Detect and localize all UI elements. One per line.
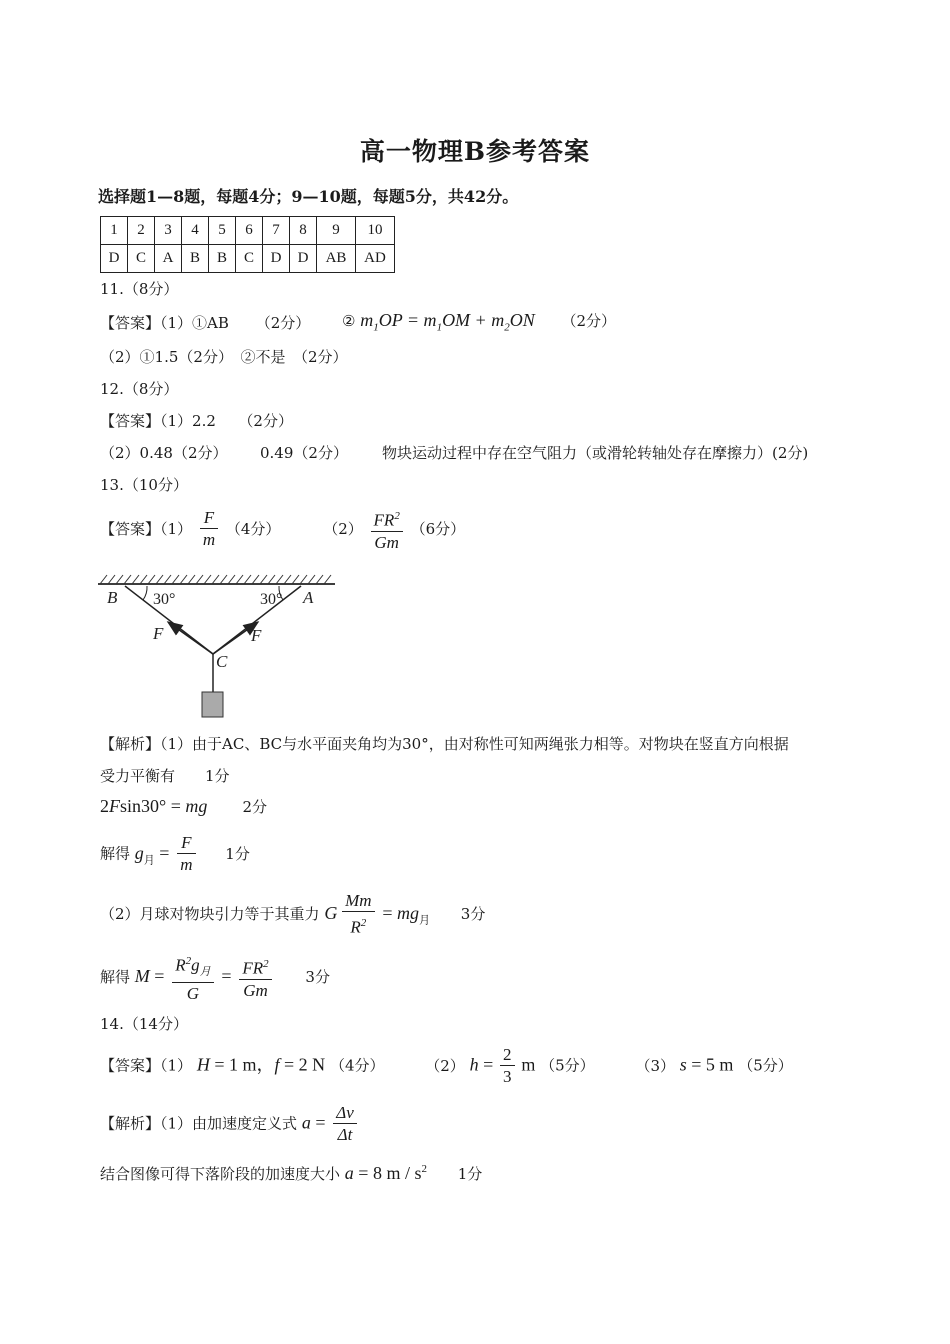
q14-part3-label: （3） <box>635 1056 675 1075</box>
q14-answer <box>100 1045 793 1088</box>
table-cell: 5 <box>209 217 236 245</box>
fraction-fr2-over-gm: $\frac{FR^2}{Gm}$ <box>239 954 271 1002</box>
momentum-formula: $m_1OP = m_1OM + m_2ON$ <box>360 310 535 334</box>
fraction-dv-over-dt: $\frac{\Delta v}{\Delta t}$ <box>333 1103 357 1146</box>
table-cell: A <box>155 245 182 273</box>
page-title: 高一物理B参考答案 <box>359 137 591 166</box>
q13-part2-text: （2）月球对物块引力等于其重力 <box>100 904 320 923</box>
q11-heading: 11.（8分） <box>100 280 179 298</box>
gravity-formula-rhs: = $mg_月$ <box>382 902 430 927</box>
angle-label-right: 30° <box>260 591 283 608</box>
table-cell: D <box>263 245 290 273</box>
equilibrium-formula: 2Fsin30° = mg <box>100 796 208 816</box>
table-cell: C <box>128 245 155 273</box>
q13-equation-2 <box>100 833 250 876</box>
q14-analysis-line-1 <box>100 1103 360 1146</box>
q14-analysis-text-2: 结合图像可得下落阶段的加速度大小 <box>100 1165 341 1183</box>
q11-answer-prefix: 【答案】（1）①AB <box>100 314 229 332</box>
fraction-two-thirds: $\frac{2}{3}$ <box>500 1045 515 1088</box>
table-cell: 4 <box>182 217 209 245</box>
force-label-left: F <box>153 624 164 643</box>
q13-answer <box>100 506 465 554</box>
force-diagram <box>95 570 345 725</box>
q13-eq3-score: 3分 <box>460 904 486 923</box>
distance-formula: s = 5 m <box>679 1054 734 1075</box>
q14-score-last: 1分 <box>457 1165 483 1183</box>
q11-score-2: （2分） <box>561 312 617 330</box>
q13-eq4-score: 3分 <box>305 968 330 987</box>
height-formula: h = <box>469 1054 494 1075</box>
q13-heading: 13.（10分） <box>100 476 188 494</box>
q13-solve-label-2: 解得 <box>100 968 131 987</box>
equals-sign: = <box>221 966 232 987</box>
height-unit: m <box>521 1054 536 1075</box>
q13-equation-1 <box>100 796 267 817</box>
q13-score-2: （6分） <box>410 519 466 538</box>
fraction-mm-over-r2: $\frac{Mm}{R^2}$ <box>342 891 374 939</box>
q11-momentum-equation <box>342 310 616 334</box>
q14-analysis-line-2 <box>100 1163 482 1184</box>
q12-answer-1: 【答案】（1）2.2 （2分） <box>100 412 293 430</box>
table-cell: C <box>236 245 263 273</box>
table-cell: D <box>101 245 128 273</box>
q14-part2-label: （2） <box>425 1056 465 1075</box>
q13-analysis-line-2: 受力平衡有 1分 <box>100 767 230 785</box>
gravity-formula: G <box>324 902 338 923</box>
q13-eq1-score: 2分 <box>242 798 267 816</box>
q13-solve-label: 解得 <box>100 844 131 863</box>
table-cell: 8 <box>290 217 317 245</box>
table-cell: 3 <box>155 217 182 245</box>
q12-answer-2a: （2）0.48（2分） <box>100 444 228 462</box>
table-cell: D <box>290 245 317 273</box>
q12-answer-2b: 0.49（2分） <box>260 444 348 462</box>
q13-answer-prefix: 【答案】（1） <box>100 519 193 538</box>
q12-heading: 12.（8分） <box>100 380 179 398</box>
angle-arc-left <box>143 586 147 600</box>
acceleration-definition: a = <box>301 1112 326 1133</box>
table-cell: 1 <box>101 217 128 245</box>
table-cell: 10 <box>356 217 395 245</box>
label-c: C <box>216 652 228 671</box>
q11-circled-2: ② <box>342 312 356 330</box>
table-cell: AD <box>356 245 395 273</box>
choice-section-header: 选择题1—8题，每题4分；9—10题，每题5分，共42分。 <box>98 187 519 206</box>
q12-answer-2c: 物块运动过程中存在空气阻力（或滑轮转轴处存在摩擦力）(2分) <box>382 444 809 462</box>
force-arrow-left <box>168 622 213 654</box>
height-friction-formula: H = 1 m，f = 2 N <box>196 1054 326 1075</box>
q14-score-2: （5分） <box>540 1056 595 1075</box>
q14-score-1: （4分） <box>329 1056 385 1075</box>
q13-eq2-score: 1分 <box>225 844 250 863</box>
fraction-r2g-over-g: $\frac{R^2g_月}{G}$ <box>172 951 213 1005</box>
angle-label-left: 30° <box>153 591 176 608</box>
table-cell: 9 <box>317 217 356 245</box>
hanging-block <box>202 692 223 717</box>
table-cell: 6 <box>236 217 263 245</box>
fraction-f-over-m: $\frac{F}{m}$ <box>200 508 218 551</box>
table-row-answers <box>101 245 395 273</box>
q14-answer-prefix: 【答案】（1） <box>100 1056 193 1075</box>
table-cell: AB <box>317 245 356 273</box>
q13-score-1: （4分） <box>225 519 281 538</box>
acceleration-value: a = 8 m / $s^2$ <box>344 1163 427 1183</box>
mass-formula: M = <box>134 966 165 987</box>
g-moon-formula: $g_月$ = <box>134 842 170 867</box>
label-b: B <box>107 588 118 607</box>
force-label-right: F <box>251 626 262 645</box>
q14-heading: 14.（14分） <box>100 1015 188 1033</box>
q14-analysis-text: 【解析】（1）由加速度定义式 <box>100 1114 298 1133</box>
q13-part2-label: （2） <box>323 519 363 538</box>
table-cell: B <box>182 245 209 273</box>
ceiling-hatching <box>100 575 331 584</box>
fraction-f-over-m: $\frac{F}{m}$ <box>177 833 195 876</box>
q13-analysis-line-1: 【解析】（1）由于AC、BC与水平面夹角均为30°，由对称性可知两绳张力相等。对物块在竖直方向根据 <box>100 735 789 753</box>
q14-score-3: （5分） <box>738 1056 793 1075</box>
q11-answer-2: （2）①1.5（2分） ②不是 （2分） <box>100 348 348 366</box>
table-cell: B <box>209 245 236 273</box>
q13-equation-3 <box>100 891 485 939</box>
table-cell: 2 <box>128 217 155 245</box>
answer-table <box>100 216 395 273</box>
table-row-numbers <box>101 217 395 245</box>
table-cell: 7 <box>263 217 290 245</box>
fraction-fr2-over-gm: $\frac{FR^2}{Gm}$ <box>371 506 403 554</box>
label-a: A <box>303 588 314 607</box>
q13-equation-4 <box>100 951 330 1005</box>
q11-answer-1 <box>100 312 310 333</box>
q11-score-1: （2分） <box>255 314 311 332</box>
